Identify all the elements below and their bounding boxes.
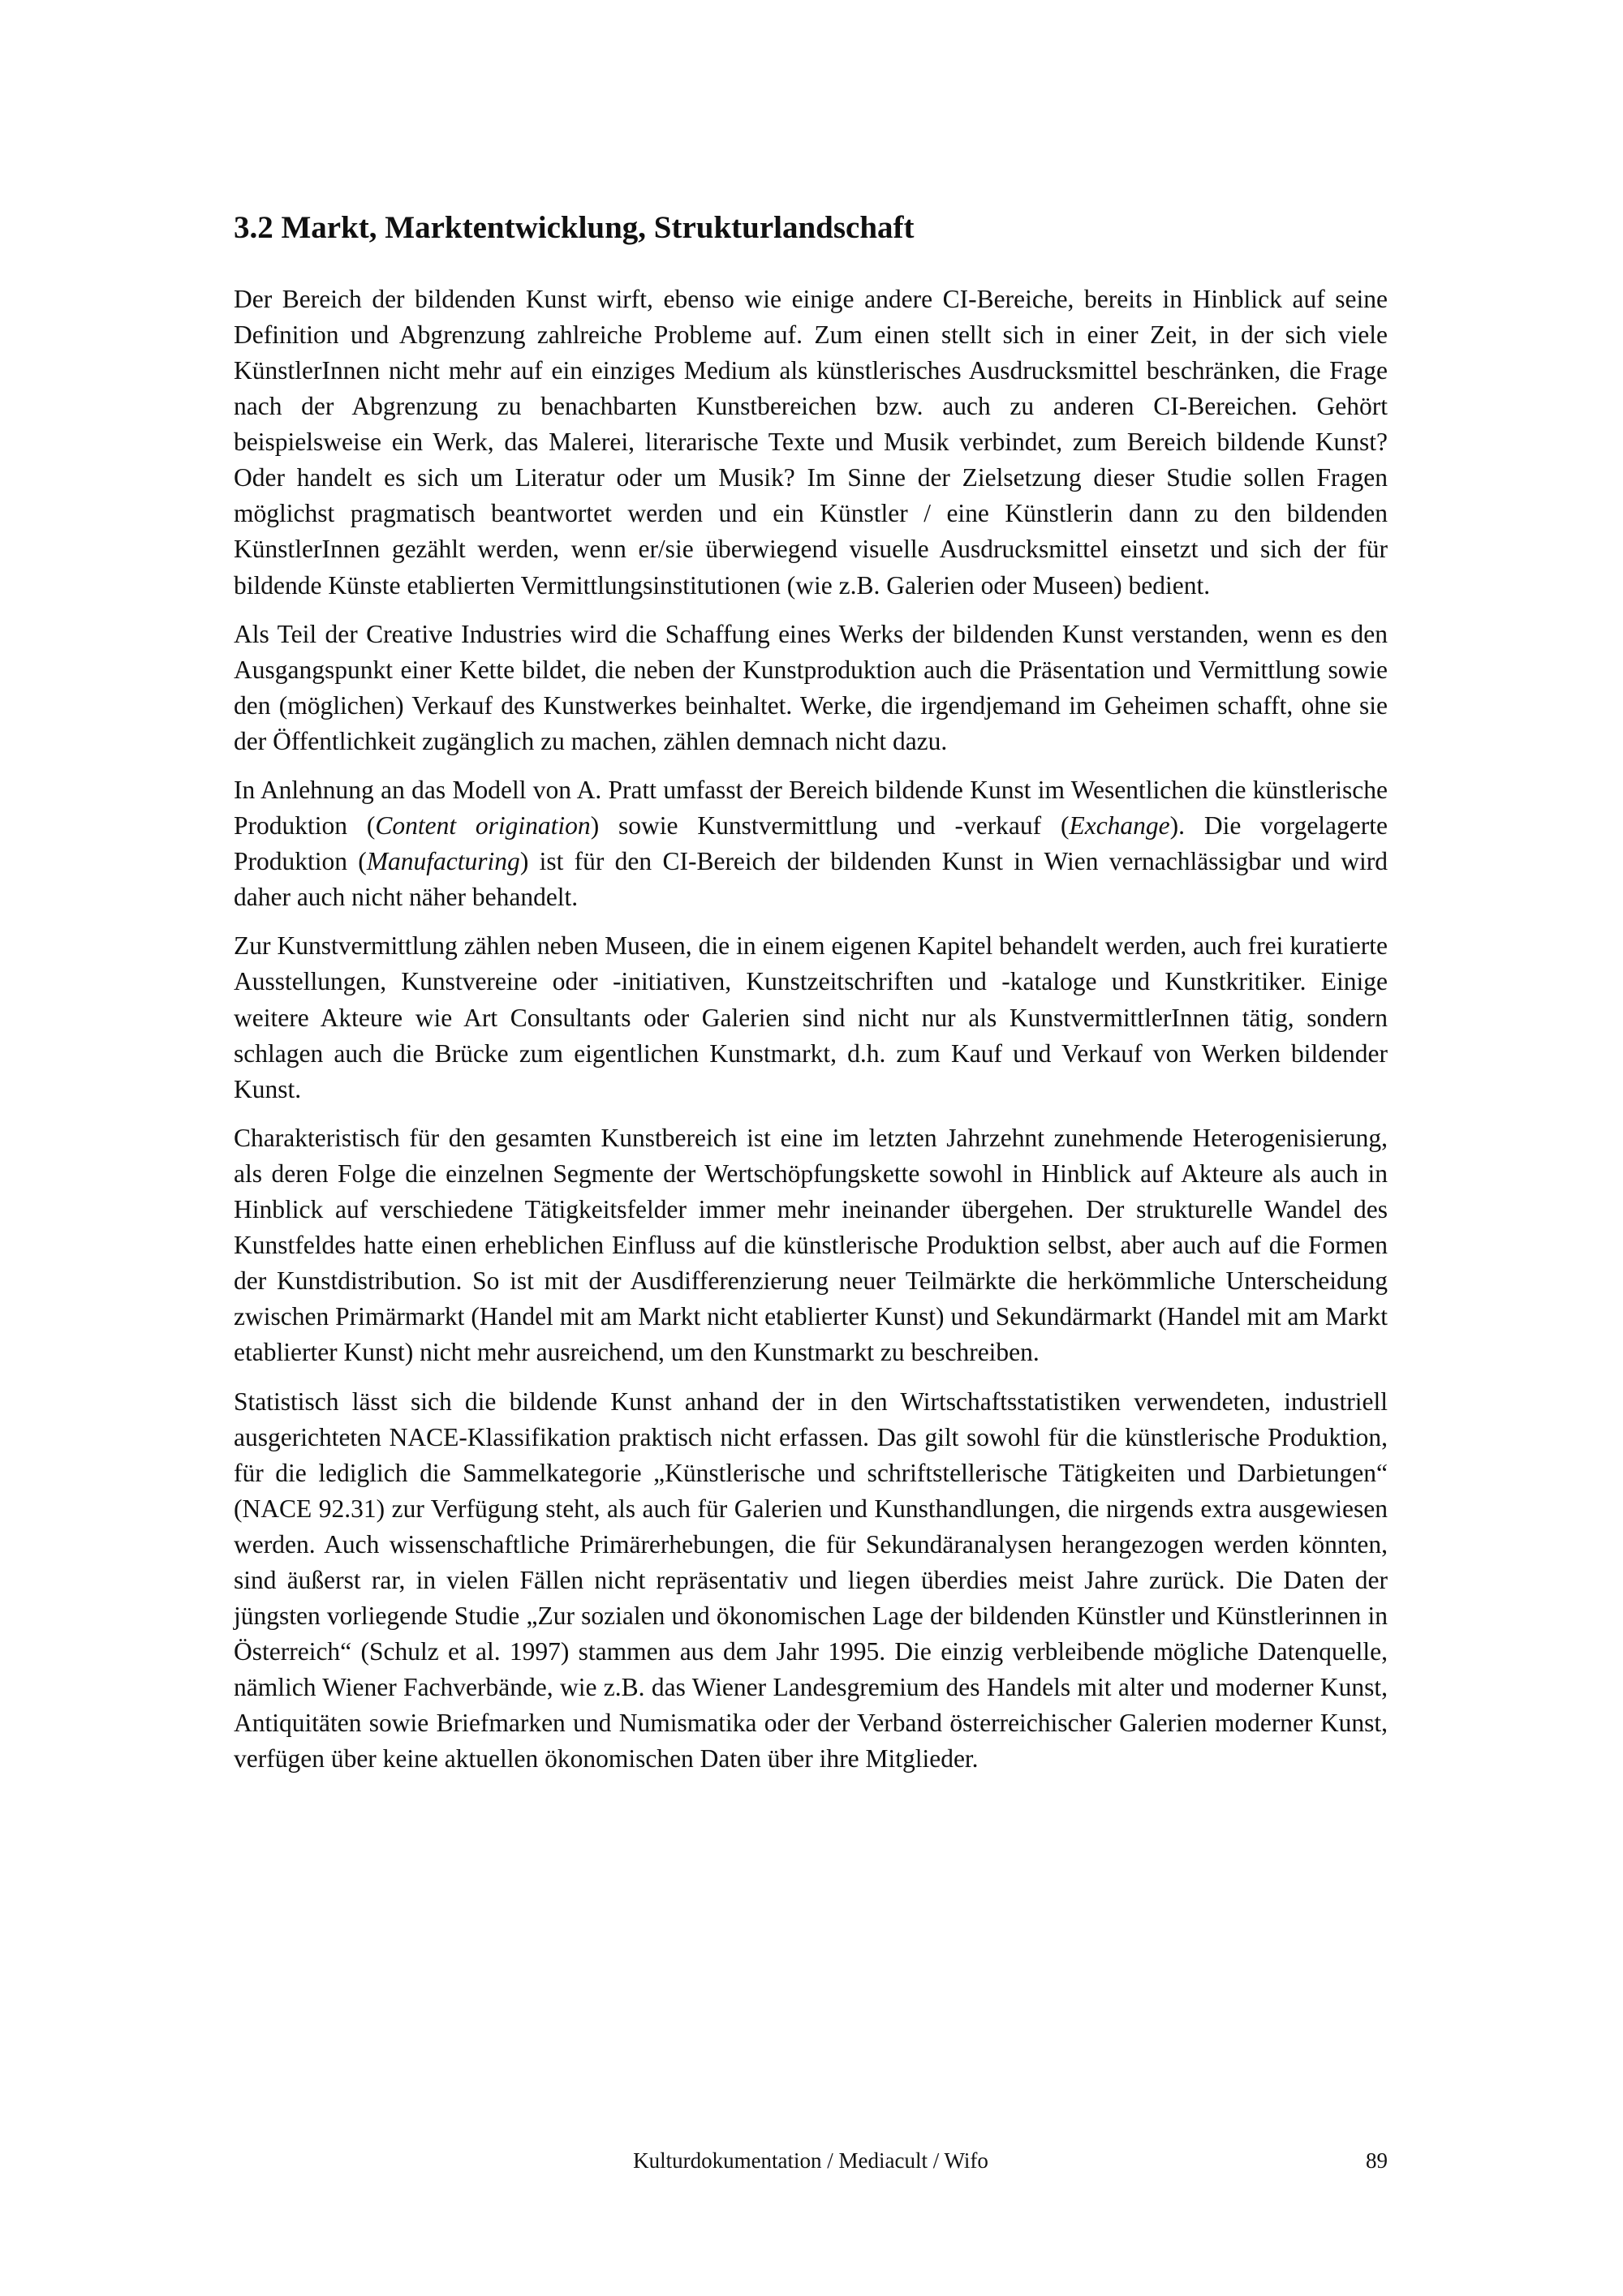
footer-source: Kulturdokumentation / Mediacult / Wifo [633,2148,988,2173]
page-content [234,209,1388,1791]
paragraph-3 [234,772,1388,915]
page-number: 89 [1366,2148,1388,2173]
paragraph-1: Der Bereich der bildenden Kunst wirft, ebenso wie einige andere CI-Bereiche, bereits in Hinblick auf seine Definition und Abgrenzung zahlreiche Probleme auf. Zum einen stellt sich in einer Zeit, in der sich viele KünstlerInnen nicht mehr auf ein einziges Medium als künstlerisches Ausdrucksmittel beschränken, die Frage nach der Abgrenzung zu benachbarten Kunstbereichen bzw. auch zu anderen CI-Bereichen. Gehört beispielsweise ein Werk, das Malerei, literarische Texte und Musik verbindet, zum Bereich bildende Kunst? Oder handelt es sich um Literatur oder um Musik? Im Sinne der Zielsetzung dieser Studie sollen Fragen möglichst pragmatisch beantwortet werden und ein Künstler / eine Künstlerin dann zu den bildenden KünstlerInnen gezählt werden, wenn er/sie überwiegend visuelle Ausdrucksmittel einsetzt und sich der für bildende Künste etablierten Vermittlungsinstitutionen (wie z.B. Galerien oder Museen) bedient. [234,284,1388,600]
paragraph-3-emphasis-exchange: Exchange [1069,811,1170,841]
paragraph-3-text-b: ) sowie Kunstvermittlung und -verkauf ( [590,811,1070,841]
paragraph-3-text-a: In Anlehnung an das Modell von A. Pratt umfasst der Bereich bildende Kunst im Wesentlichen die künstlerische Produktion ( [234,776,1388,841]
paragraph-5: Charakteristisch für den gesamten Kunstbereich ist eine im letzten Jahrzehnt zunehmende Heterogenisierung, als deren Folge die einzelnen Segmente der Wertschöpfungskette sowohl in Hinblick auf Akteure als auch in Hinblick auf verschiedene Tätigkeitsfelder immer mehr ineinander übergehen. Der strukturelle Wandel des Kunstfeldes hatte einen erheblichen Einfluss auf die künstlerische Produktion selbst, aber auch auf die Formen der Kunstdistribution. So ist mit der Ausdifferenzierung neuer Teilmärkte die herkömmliche Unterscheidung zwischen Primärmarkt (Handel mit am Markt nicht etablierter Kunst) und Sekundärmarkt (Handel mit am Markt etablierter Kunst) nicht mehr ausreichend, um den Kunstmarkt zu beschreiben. [234,1123,1388,1367]
page-footer [234,2148,1388,2178]
paragraph-3-text-c: ). Die vorgelagerte Produktion ( [234,811,1388,876]
paragraph-4: Zur Kunstvermittlung zählen neben Museen, die in einem eigenen Kapitel behandelt werden, auch frei kuratierte Ausstellungen, Kunstvereine oder -initiativen, Kunstzeitschriften und -kataloge und Kunstkritiker. Einige weitere Akteure wie Art Consultants oder Galerien sind nicht nur als KunstvermittlerInnen tätig, sondern schlagen auch die Brücke zum eigentlichen Kunstmarkt, d.h. zum Kauf und Verkauf von Werken bildender Kunst. [234,931,1388,1103]
paragraph-2: Als Teil der Creative Industries wird die Schaffung eines Werks der bildenden Kunst verstanden, wenn es den Ausgangspunkt einer Kette bildet, die neben der Kunstproduktion auch die Präsentation und Vermittlung sowie den (möglichen) Verkauf des Kunstwerkes beinhaltet. Werke, die irgendjemand im Geheimen schafft, ohne sie der Öffentlichkeit zugänglich zu machen, zählen demnach nicht dazu. [234,619,1388,755]
paragraph-6: Statistisch lässt sich die bildende Kunst anhand der in den Wirtschaftsstatistiken verwendeten, industriell ausgerichteten NACE-Klassifikation praktisch nicht erfassen. Das gilt sowohl für die künstlerische Produktion, für die lediglich die Sammelkategorie „Künstlerische und schriftstellerische Tätigkeiten und Darbietungen“ (NACE 92.31) zur Verfügung steht, als auch für Galerien und Kunsthandlungen, die nirgends extra ausgewiesen werden. Auch wissenschaftliche Primärerhebungen, die für Sekundäranalysen herangezogen werden könnten, sind äußerst rar, in vielen Fällen nicht repräsentativ und liegen überdies meist Jahre zurück. Die Daten der jüngsten vorliegende Studie „Zur sozialen und ökonomischen Lage der bildenden Künstler und Künstlerinnen in Österreich“ (Schulz et al. 1997) stammen aus dem Jahr 1995. Die einzig verbleibende mögliche Datenquelle, nämlich Wiener Fachverbände, wie z.B. das Wiener Landesgremium des Handels mit alter und moderner Kunst, Antiquitäten sowie Briefmarken und Numismatika oder der Verband österreichischer Galerien moderner Kunst, verfügen über keine aktuellen ökonomischen Daten über ihre Mitglieder. [234,1387,1388,1774]
paragraph-3-text-d: ) ist für den CI-Bereich der bildenden Kunst in Wien vernachlässigbar und wird daher auch nicht näher behandelt. [234,847,1388,912]
section-heading: 3.2 Markt, Marktentwicklung, Strukturlandschaft [234,210,915,245]
paragraph-3-emphasis-content-origination: Content origination [375,811,591,841]
paragraph-3-emphasis-manufacturing: Manufacturing [366,847,520,876]
